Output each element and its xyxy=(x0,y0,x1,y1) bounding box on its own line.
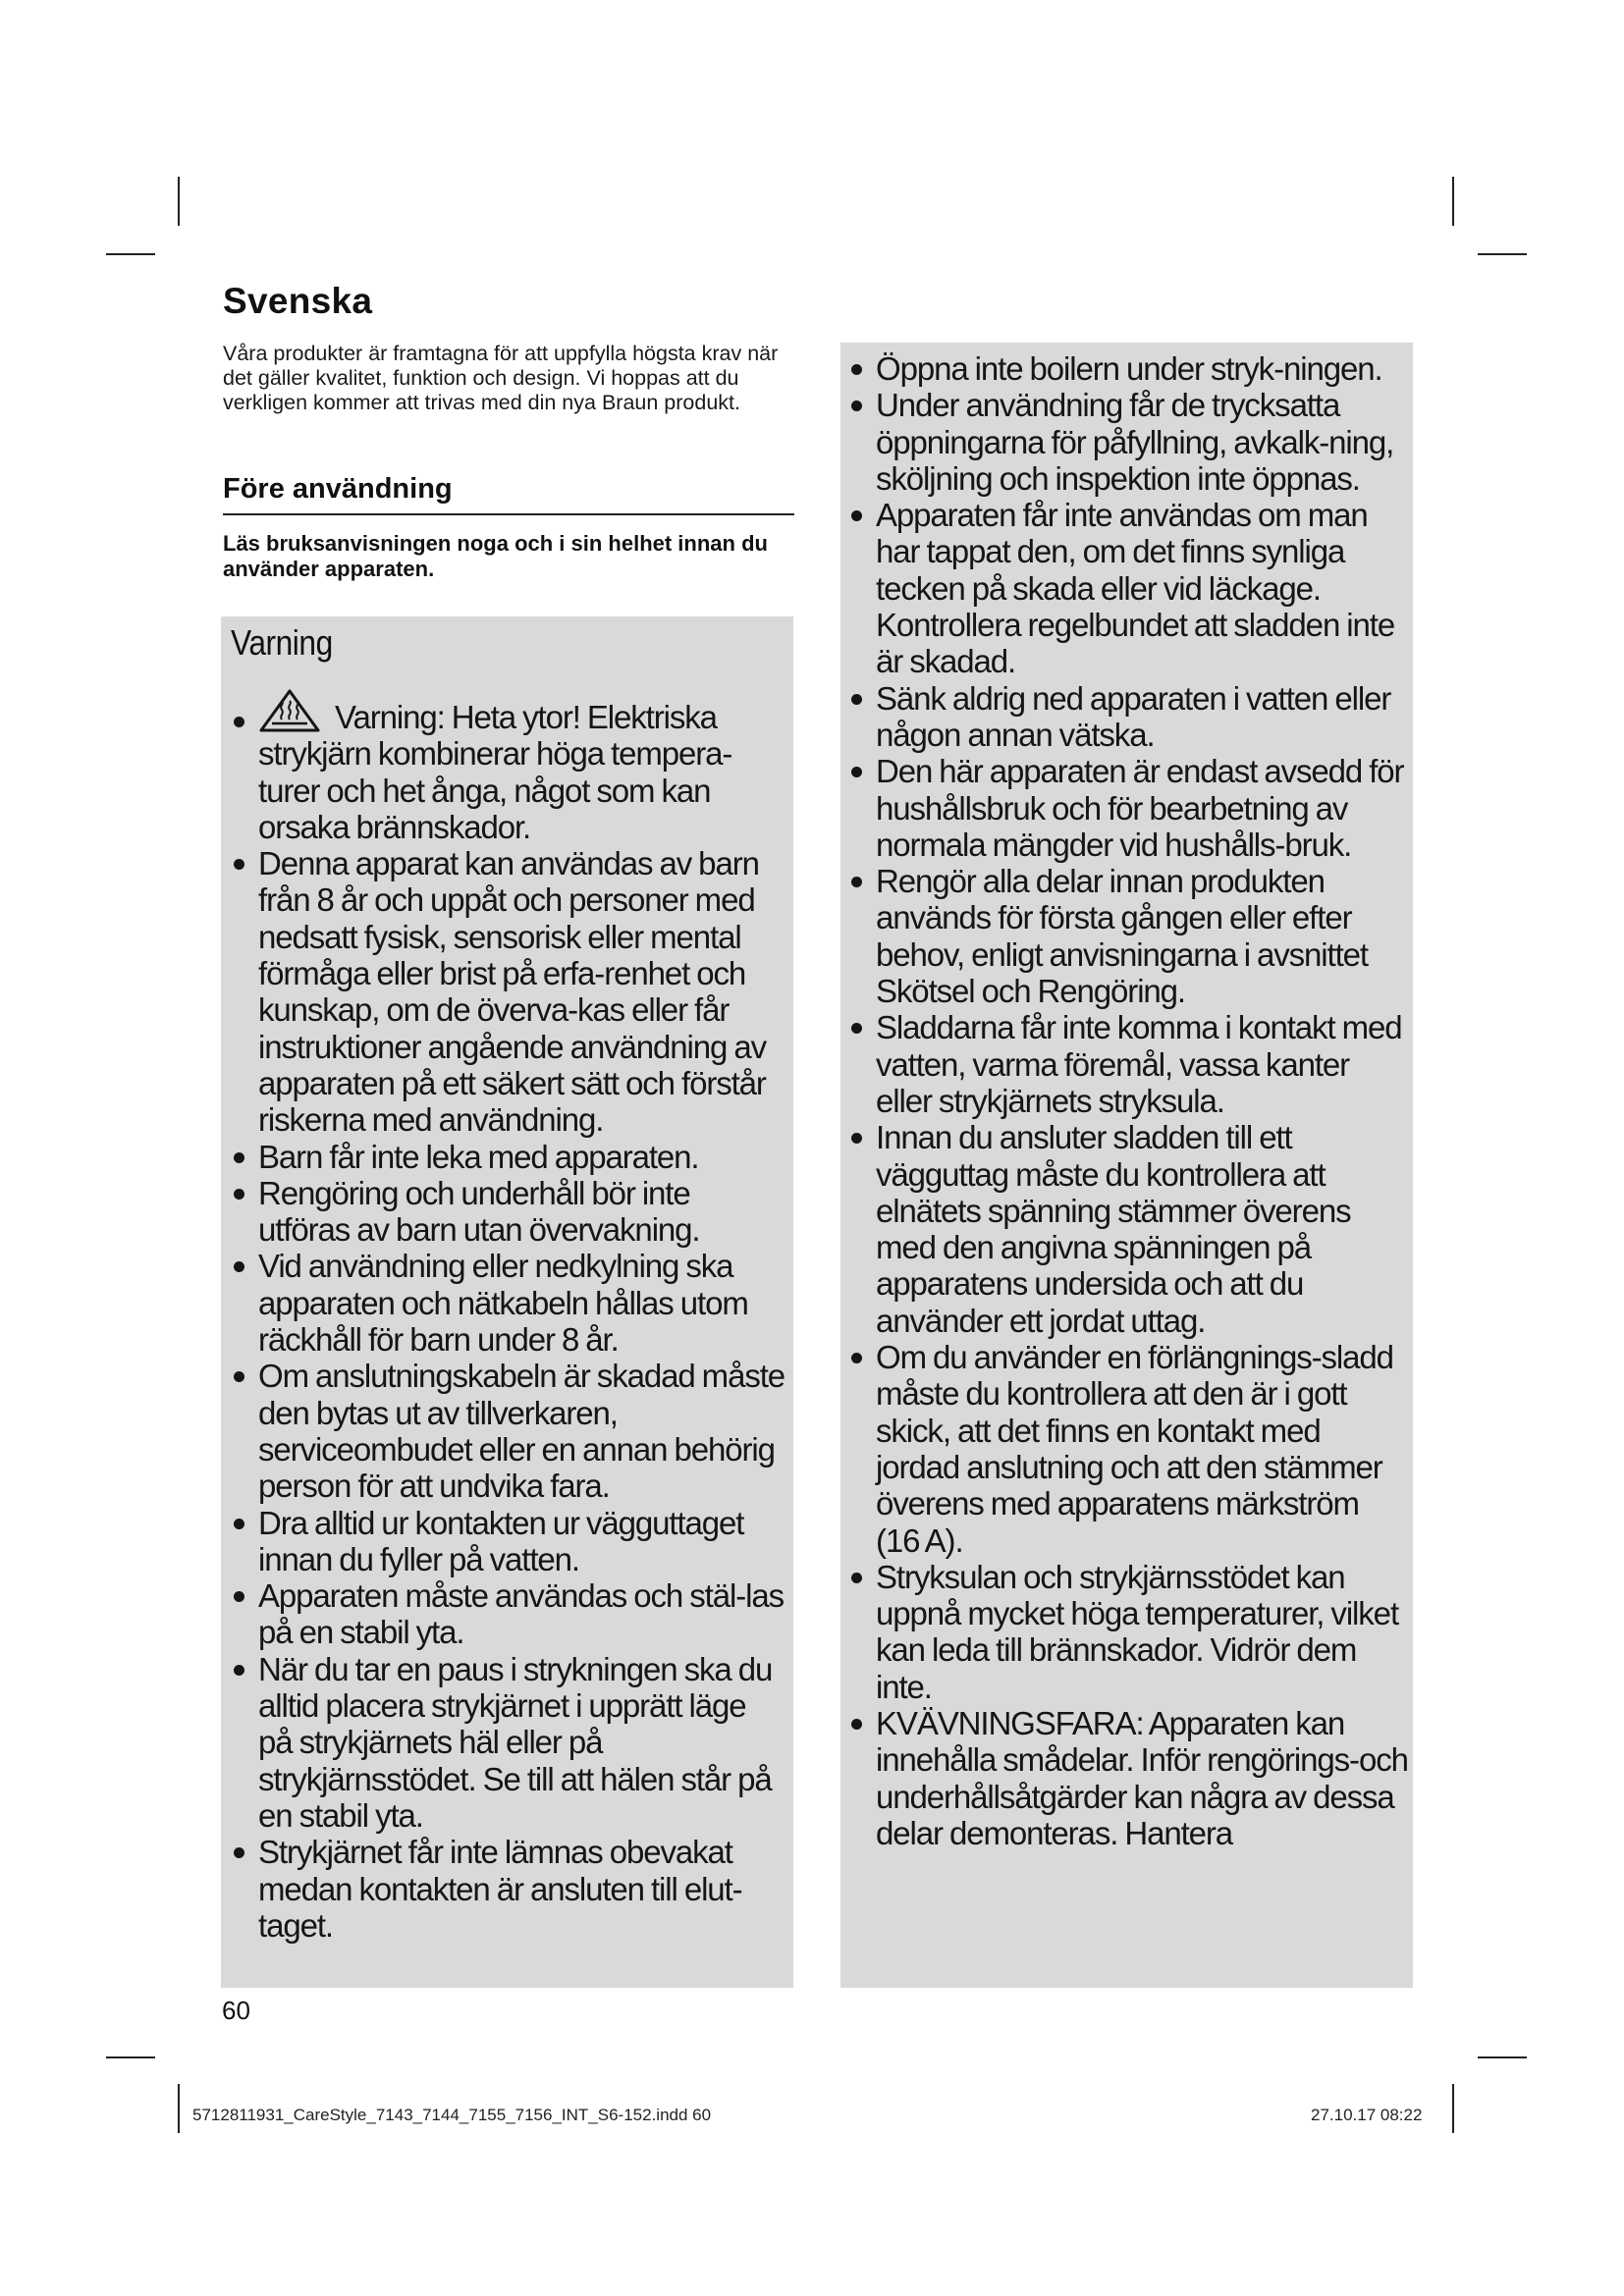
page-title: Svenska xyxy=(223,281,373,321)
warning-item xyxy=(848,863,1409,1009)
warning-item xyxy=(231,1505,785,1578)
warning-item xyxy=(848,350,1409,387)
warning-item xyxy=(848,1559,1409,1705)
crop-mark xyxy=(106,2056,155,2058)
hot-surface-warning-icon xyxy=(258,689,321,732)
warning-item xyxy=(848,753,1409,863)
warning-text: Denna apparat kan användas av barn från 8 år och uppåt och personer med nedsatt fysisk, sensorisk eller mental förmåga eller brist på erfa-renhet och kunskap, om de överva-kas eller får instruktioner angående användning av apparaten på ett säkert sätt och förstår riskerna med användning. xyxy=(258,845,766,1139)
warning-text: Rengöring och underhåll bör inte utföras av barn utan övervakning. xyxy=(258,1174,700,1249)
warning-item xyxy=(848,387,1409,497)
read-instructions-note: Läs bruksanvisningen noga och i sin helhet innan du använder apparaten. xyxy=(223,531,768,581)
crop-mark xyxy=(106,253,155,255)
warning-item xyxy=(848,680,1409,754)
warning-text: Rengör alla delar innan produkten används för första gången eller efter behov, enligt anvisningarna i avsnittet Skötsel och Rengöring. xyxy=(876,863,1369,1010)
bullet-icon xyxy=(234,1371,244,1382)
warning-item xyxy=(231,1139,785,1175)
warning-list-right xyxy=(848,350,1409,1851)
warning-text: Vid användning eller nedkylning ska apparaten och nätkabeln hållas utom räckhåll för barn under 8 år. xyxy=(258,1248,748,1359)
warning-item xyxy=(231,1248,785,1358)
bullet-icon xyxy=(234,1665,244,1676)
warning-text: Om du använder en förlängnings-sladd måste du kontrollera att den är i gott skick, att det finns en kontakt med jordad anslutning och att den stämmer överens med apparatens märkström (16 A). xyxy=(876,1339,1393,1559)
warning-text: Den här apparaten är endast avsedd för hushållsbruk och för bearbetning av normala mängder vid hushålls-bruk. xyxy=(876,753,1404,863)
warning-item xyxy=(231,1834,785,1944)
warning-text: Öppna inte boilern under stryk-ningen. xyxy=(876,350,1382,387)
bullet-icon xyxy=(234,1189,244,1200)
warning-text: KVÄVNINGSFARA: Apparaten kan innehålla smådelar. Inför rengörings-och underhållsåtgärder kan några av dessa delar demonteras. Hantera xyxy=(876,1704,1408,1851)
bullet-icon xyxy=(851,1573,862,1583)
crop-mark xyxy=(178,2084,180,2133)
bullet-icon xyxy=(851,364,862,375)
bullet-icon xyxy=(234,1519,244,1529)
footer-date-slug: 27.10.17 08:22 xyxy=(1311,2106,1423,2124)
warning-text: Dra alltid ur kontakten ur vägguttaget innan du fyller på vatten. xyxy=(258,1504,744,1577)
bullet-icon xyxy=(851,510,862,521)
crop-mark xyxy=(1452,177,1454,226)
warning-text: Om anslutningskabeln är skadad måste den bytas ut av tillverkaren, serviceombudet eller en annan behörig person för att undvika fara. xyxy=(258,1358,785,1505)
warning-item xyxy=(231,1358,785,1504)
warning-item xyxy=(231,1577,785,1651)
warning-item xyxy=(231,1175,785,1249)
bullet-icon xyxy=(234,859,244,870)
warning-text: Strykjärnet får inte lämnas obevakat medan kontakten är ansluten till elut-taget. xyxy=(258,1834,742,1944)
warning-text: Apparaten måste användas och stäl-las på en stabil yta. xyxy=(258,1577,784,1651)
bullet-icon xyxy=(851,1023,862,1034)
bullet-icon xyxy=(851,1133,862,1144)
warning-text: Sladdarna får inte komma i kontakt med vatten, varma föremål, vassa kanter eller strykjärnets stryksula. xyxy=(876,1009,1402,1119)
warning-item xyxy=(231,1651,785,1834)
warning-box-left xyxy=(221,616,793,1988)
bullet-icon xyxy=(234,1847,244,1858)
bullet-icon xyxy=(851,767,862,777)
crop-mark xyxy=(1478,2056,1527,2058)
footer-file-slug: 5712811931_CareStyle_7143_7144_7155_7156_INT_S6-152.indd 60 xyxy=(192,2106,712,2124)
bullet-icon xyxy=(851,1719,862,1730)
warning-text: När du tar en paus i strykningen ska du alltid placera strykjärnet i upprätt läge på strykjärnets häl eller på strykjärnsstödet. Se till att hälen står på en stabil yta. xyxy=(258,1650,773,1834)
page-number: 60 xyxy=(222,1996,250,2025)
warning-text: Varning: Heta ytor! Elektriska strykjärn kombinerar höga tempera-turer och het ånga, något som kan orsaka brännskador. xyxy=(258,699,732,845)
bullet-icon xyxy=(851,877,862,887)
crop-mark xyxy=(1478,253,1527,255)
crop-mark xyxy=(178,177,180,226)
warning-text: Stryksulan och strykjärnsstödet kan uppnå mycket höga temperaturer, vilket kan leda till brännskador. Vidrör dem inte. xyxy=(876,1558,1399,1705)
bullet-icon xyxy=(234,717,244,727)
bullet-icon xyxy=(234,1261,244,1272)
warning-text: Sänk aldrig ned apparaten i vatten eller någon annan vätska. xyxy=(876,679,1391,753)
bullet-icon xyxy=(851,1353,862,1363)
warning-text: Apparaten får inte användas om man har tappat den, om det finns synliga tecken på skada eller vid läckage. Kontrollera regelbundet att sladden inte är skadad. xyxy=(876,497,1395,680)
crop-mark xyxy=(1452,2084,1454,2133)
warning-text: Under användning får de trycksatta öppningarna för påfyllning, avkalk-ning, sköljning och inspektion inte öppnas. xyxy=(876,387,1394,497)
warning-title: Varning xyxy=(231,622,333,663)
bullet-icon xyxy=(851,694,862,705)
warning-item xyxy=(848,1119,1409,1339)
warning-text: Barn får inte leka med apparaten. xyxy=(258,1138,699,1175)
warning-item xyxy=(848,1009,1409,1119)
warning-list-left xyxy=(231,689,785,1944)
warning-item xyxy=(231,689,785,845)
bullet-icon xyxy=(234,1152,244,1163)
bullet-icon xyxy=(234,1591,244,1602)
warning-item xyxy=(848,1705,1409,1851)
warning-item xyxy=(848,1339,1409,1559)
warning-text: Innan du ansluter sladden till ett vägguttag måste du kontrollera att elnätets spänning stämmer överens med den angivna spänningen på apparatens undersida och att du använder ett jordat uttag. xyxy=(876,1119,1351,1339)
intro-paragraph: Våra produkter är framtagna för att uppfylla högsta krav när det gäller kvalitet, funktion och design. Vi hoppas att du verkligen kommer att trivas med din nya Braun produkt. xyxy=(223,342,779,414)
warning-item xyxy=(848,497,1409,679)
warning-box-right xyxy=(840,343,1413,1988)
bullet-icon xyxy=(851,400,862,411)
section-title: Före användning xyxy=(223,473,794,515)
warning-item xyxy=(231,845,785,1138)
